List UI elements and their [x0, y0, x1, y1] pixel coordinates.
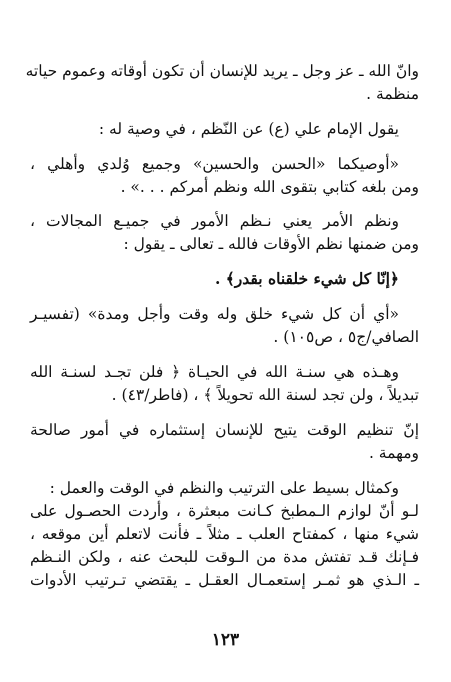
- text-line: ومن بلغه كتابي بتقوى الله ونظم أمركم . . .» .: [120, 178, 419, 196]
- text-line: ومهمة .: [368, 444, 419, 462]
- text-line: «أوصيكما «الحسن والحسين» وجميع وُلدي وأهلي ،: [30, 155, 399, 173]
- text-line: «أي أن كل شيء خلق وله وقت وأجل ومدة» (تفسيـر: [30, 305, 399, 323]
- text-line: تبديلاً ، ولن تجد لسنة الله تحويلاً ﴾ ، (فاطر/٤٣) .: [111, 386, 419, 404]
- text-line: منظمة .: [366, 85, 419, 103]
- text-line: الصافي/ج٥ ، ص١٠٥) .: [273, 328, 419, 346]
- text-line: يقول الإمام علي (ع) عن النّظم ، في وصية له :: [98, 120, 399, 138]
- text-line: لـو أنّ لوازم الـمطبخ كـانت مبعثرة ، وأردت الحصـول على: [30, 502, 419, 520]
- quran-verse: ﴿إنّا كل شيء خلقناه بقدر﴾ .: [214, 269, 399, 288]
- text-line: فـإنك قـد تفتش مدة من الـوقت للبحث عنه ، ولكن النـظم: [30, 548, 419, 566]
- text-line: وكمثال بسيط على الترتيب والنظم في الوقت والعمل :: [49, 479, 399, 497]
- text-line: وهـذه هي سنـة الله في الحيـاة ﴿ فلن تجـد لسنـة الله: [30, 363, 399, 381]
- page-number: ١٢٣: [211, 630, 240, 650]
- text-line: ومن ضمنها نظم الأوقات فالله ـ تعالى ـ يقول :: [123, 235, 419, 253]
- text-line: إنّ تنظيم الوقت يتيح للإنسان إستثماره في أمور صالحة: [30, 421, 419, 439]
- text-line: وانّ الله ـ عز وجل ـ يريد للإنسان أن تكون أوقاته وعموم حياته: [25, 62, 419, 80]
- text-line: شيء منها ، كمفتاح العلب ـ مثلاً ـ فأنت لاتعلم أين موقعه ،: [30, 525, 419, 543]
- text-line: ونظم الأمر يعني نـظم الأمور في جميـع المجالات ،: [30, 212, 399, 230]
- text-line: ـ الـذي هو ثمـر إستعمـال العقـل ـ يقتضي تـرتيب الأدوات: [30, 571, 419, 589]
